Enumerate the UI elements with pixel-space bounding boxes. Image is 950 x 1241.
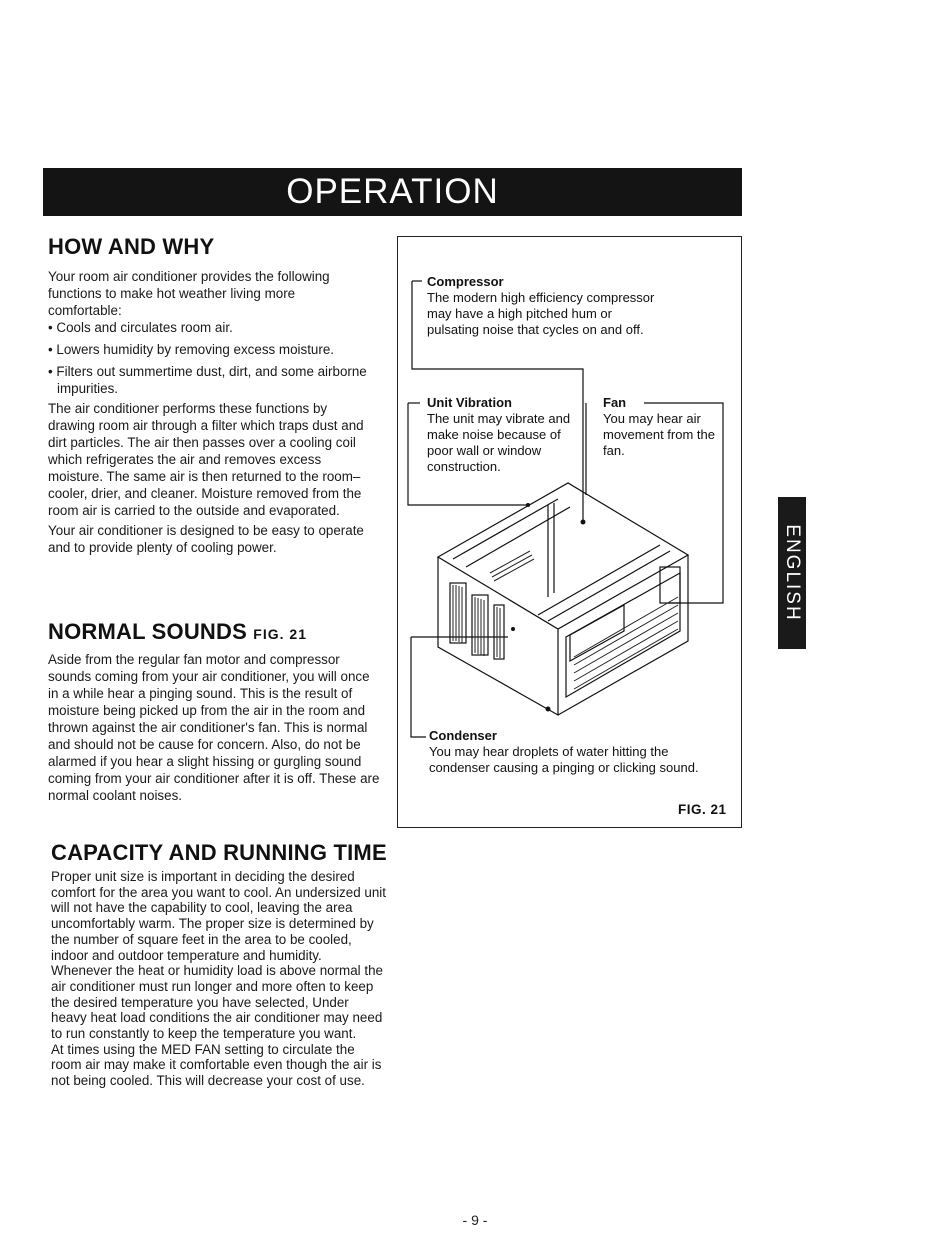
capacity-body (51, 869, 387, 1089)
capacity-paragraph: Whenever the heat or humidity load is above normal the air conditioner must run longer and more often to keep the desired temperature you have selected, Under heavy heat load conditions the air conditioner may need to run constantly to keep the temperature you want. (51, 963, 383, 1042)
condenser-callout (429, 728, 719, 776)
condenser-text: You may hear droplets of water hitting the condenser causing a pinging or clicking sound. (429, 744, 699, 775)
how-and-why-paragraph: Your air conditioner is designed to be easy to operate and to provide plenty of cooling power. (48, 523, 364, 555)
compressor-text: The modern high efficiency compressor may have a high pitched hum or pulsating noise that cycles on and off. (427, 290, 655, 337)
bullet-item: • Lowers humidity by removing excess moisture. (48, 342, 334, 357)
figure-label: FIG. 21 (678, 802, 727, 817)
fan-text: You may hear air movement from the fan. (603, 411, 715, 458)
section-title: OPERATION (286, 172, 499, 211)
unit-vibration-text: The unit may vibrate and make noise because of poor wall or window construction. (427, 411, 571, 474)
section-banner (43, 168, 742, 216)
normal-sounds-paragraph: Aside from the regular fan motor and compressor sounds coming from your air conditioner, you will once in a while hear a pinging sound. This is the result of moisture being picked up from the air in the room and thrown against the air conditioner's fan. This is normal and should not be cause for concern. Also, do not be alarmed if you hear a slight hissing or gurgling sound coming from your air conditioner after it is off. These are normal coolant noises. (48, 652, 380, 803)
normal-sounds-title: NORMAL SOUNDS (48, 619, 247, 644)
capacity-paragraph: Proper unit size is important in deciding the desired comfort for the area you want to cool. An undersized unit will not have the capability to cool, leaving the area uncomfortably warm. The proper size is determined by the number of square feet in the area to be cooled, indoor and outdoor temperature and humidity. (51, 869, 386, 963)
compressor-callout (427, 274, 657, 338)
language-tab (778, 497, 806, 649)
fan-title: Fan (603, 395, 627, 410)
language-tab-label: ENGLISH (782, 524, 803, 622)
normal-sounds-heading (48, 619, 307, 645)
compressor-title: Compressor (427, 274, 504, 289)
normal-sounds-fig-ref: FIG. 21 (253, 626, 307, 642)
bullet-item: • Filters out summertime dust, dirt, and some airborne impurities. (48, 364, 367, 396)
how-and-why-intro: Your room air conditioner provides the following functions to make hot weather living more comfortable: (48, 269, 330, 318)
how-and-why-heading: HOW AND WHY (48, 234, 215, 259)
how-and-why-paragraph: The air conditioner performs these functions by drawing room air through a filter which traps dust and dirt particles. The air then passes over a cooling coil which refrigerates the air and removes excess moisture. The same air is then returned to the room– cooler, drier, and cleaner. Moisture removed from the room air is carried to the outside and evaporated. (48, 401, 364, 518)
condenser-title: Condenser (429, 728, 497, 743)
unit-vibration-callout (427, 395, 585, 475)
unit-vibration-title: Unit Vibration (427, 395, 512, 410)
capacity-heading: CAPACITY AND RUNNING TIME (51, 840, 387, 865)
fan-callout (603, 395, 723, 459)
how-and-why-body (48, 268, 370, 556)
figure-21 (397, 236, 742, 828)
capacity-paragraph: At times using the MED FAN setting to circulate the room air may make it comfortable even though the air is not being cooled. This will decrease your cost of use. (51, 1041, 382, 1089)
normal-sounds-body (48, 651, 383, 804)
bullet-item: • Cools and circulates room air. (48, 320, 233, 335)
page-number: - 9 - (462, 1212, 488, 1228)
